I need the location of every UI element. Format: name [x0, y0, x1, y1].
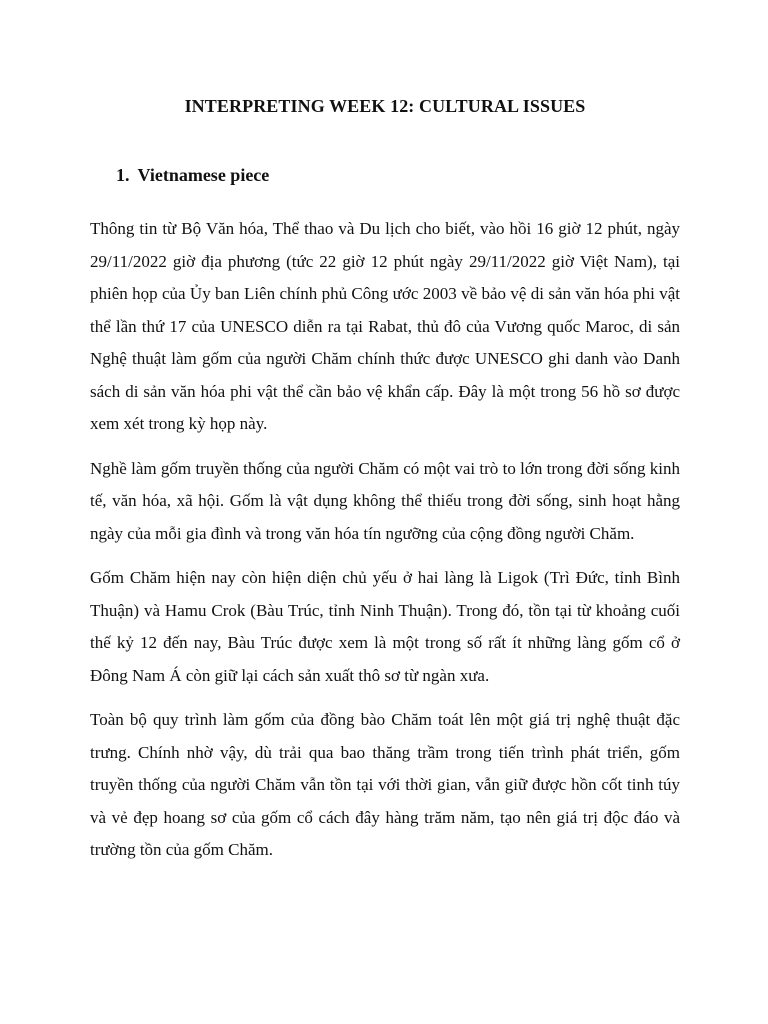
paragraph: Toàn bộ quy trình làm gốm của đồng bào Chăm toát lên một giá trị nghệ thuật đặc trưng. Chính nhờ vậy, dù trải qua bao thăng trầm trong tiến trình phát triển, gốm truyền thống của người Chăm vẫn tồn tại với thời gian, vẫn giữ được hồn cốt tinh túy và vẻ đẹp hoang sơ của gốm cổ cách đây hàng trăm năm, tạo nên giá trị độc đáo và trường tồn của gốm Chăm. [90, 710, 680, 859]
paragraph: Thông tin từ Bộ Văn hóa, Thể thao và Du lịch cho biết, vào hồi 16 giờ 12 phút, ngày 29/11/2022 giờ địa phương (tức 22 giờ 12 phút ngày 29/11/2022 giờ Việt Nam), tại phiên họp của Ủy ban Liên chính phủ Công ước 2003 về bảo vệ di sản văn hóa phi vật thể lần thứ 17 của UNESCO diễn ra tại Rabat, thủ đô của Vương quốc Maroc, di sản Nghệ thuật làm gốm của người Chăm chính thức được UNESCO ghi danh vào Danh sách di sản văn hóa phi vật thể cần bảo vệ khẩn cấp. Đây là một trong 56 hồ sơ được xem xét trong kỳ họp này. [90, 219, 680, 433]
section-title: Vietnamese piece [137, 165, 270, 185]
section-number: 1. [116, 165, 130, 185]
paragraph: Gốm Chăm hiện nay còn hiện diện chủ yếu ở hai làng là Ligok (Trì Đức, tỉnh Bình Thuận) và Hamu Crok (Bàu Trúc, tỉnh Ninh Thuận). Trong đó, tồn tại từ khoảng cuối thế kỷ 12 đến nay, Bàu Trúc được xem là một trong số rất ít những làng gốm cổ ở Đông Nam Á còn giữ lại cách sản xuất thô sơ từ ngàn xưa. [90, 568, 680, 685]
paragraph: Nghề làm gốm truyền thống của người Chăm có một vai trò to lớn trong đời sống kinh tế, văn hóa, xã hội. Gốm là vật dụng không thể thiếu trong đời sống, sinh hoạt hằng ngày của mỗi gia đình và trong văn hóa tín ngưỡng của cộng đồng người Chăm. [90, 458, 680, 543]
document-title: INTERPRETING WEEK 12: CULTURAL ISSUES [184, 96, 586, 116]
section-heading [116, 162, 680, 188]
